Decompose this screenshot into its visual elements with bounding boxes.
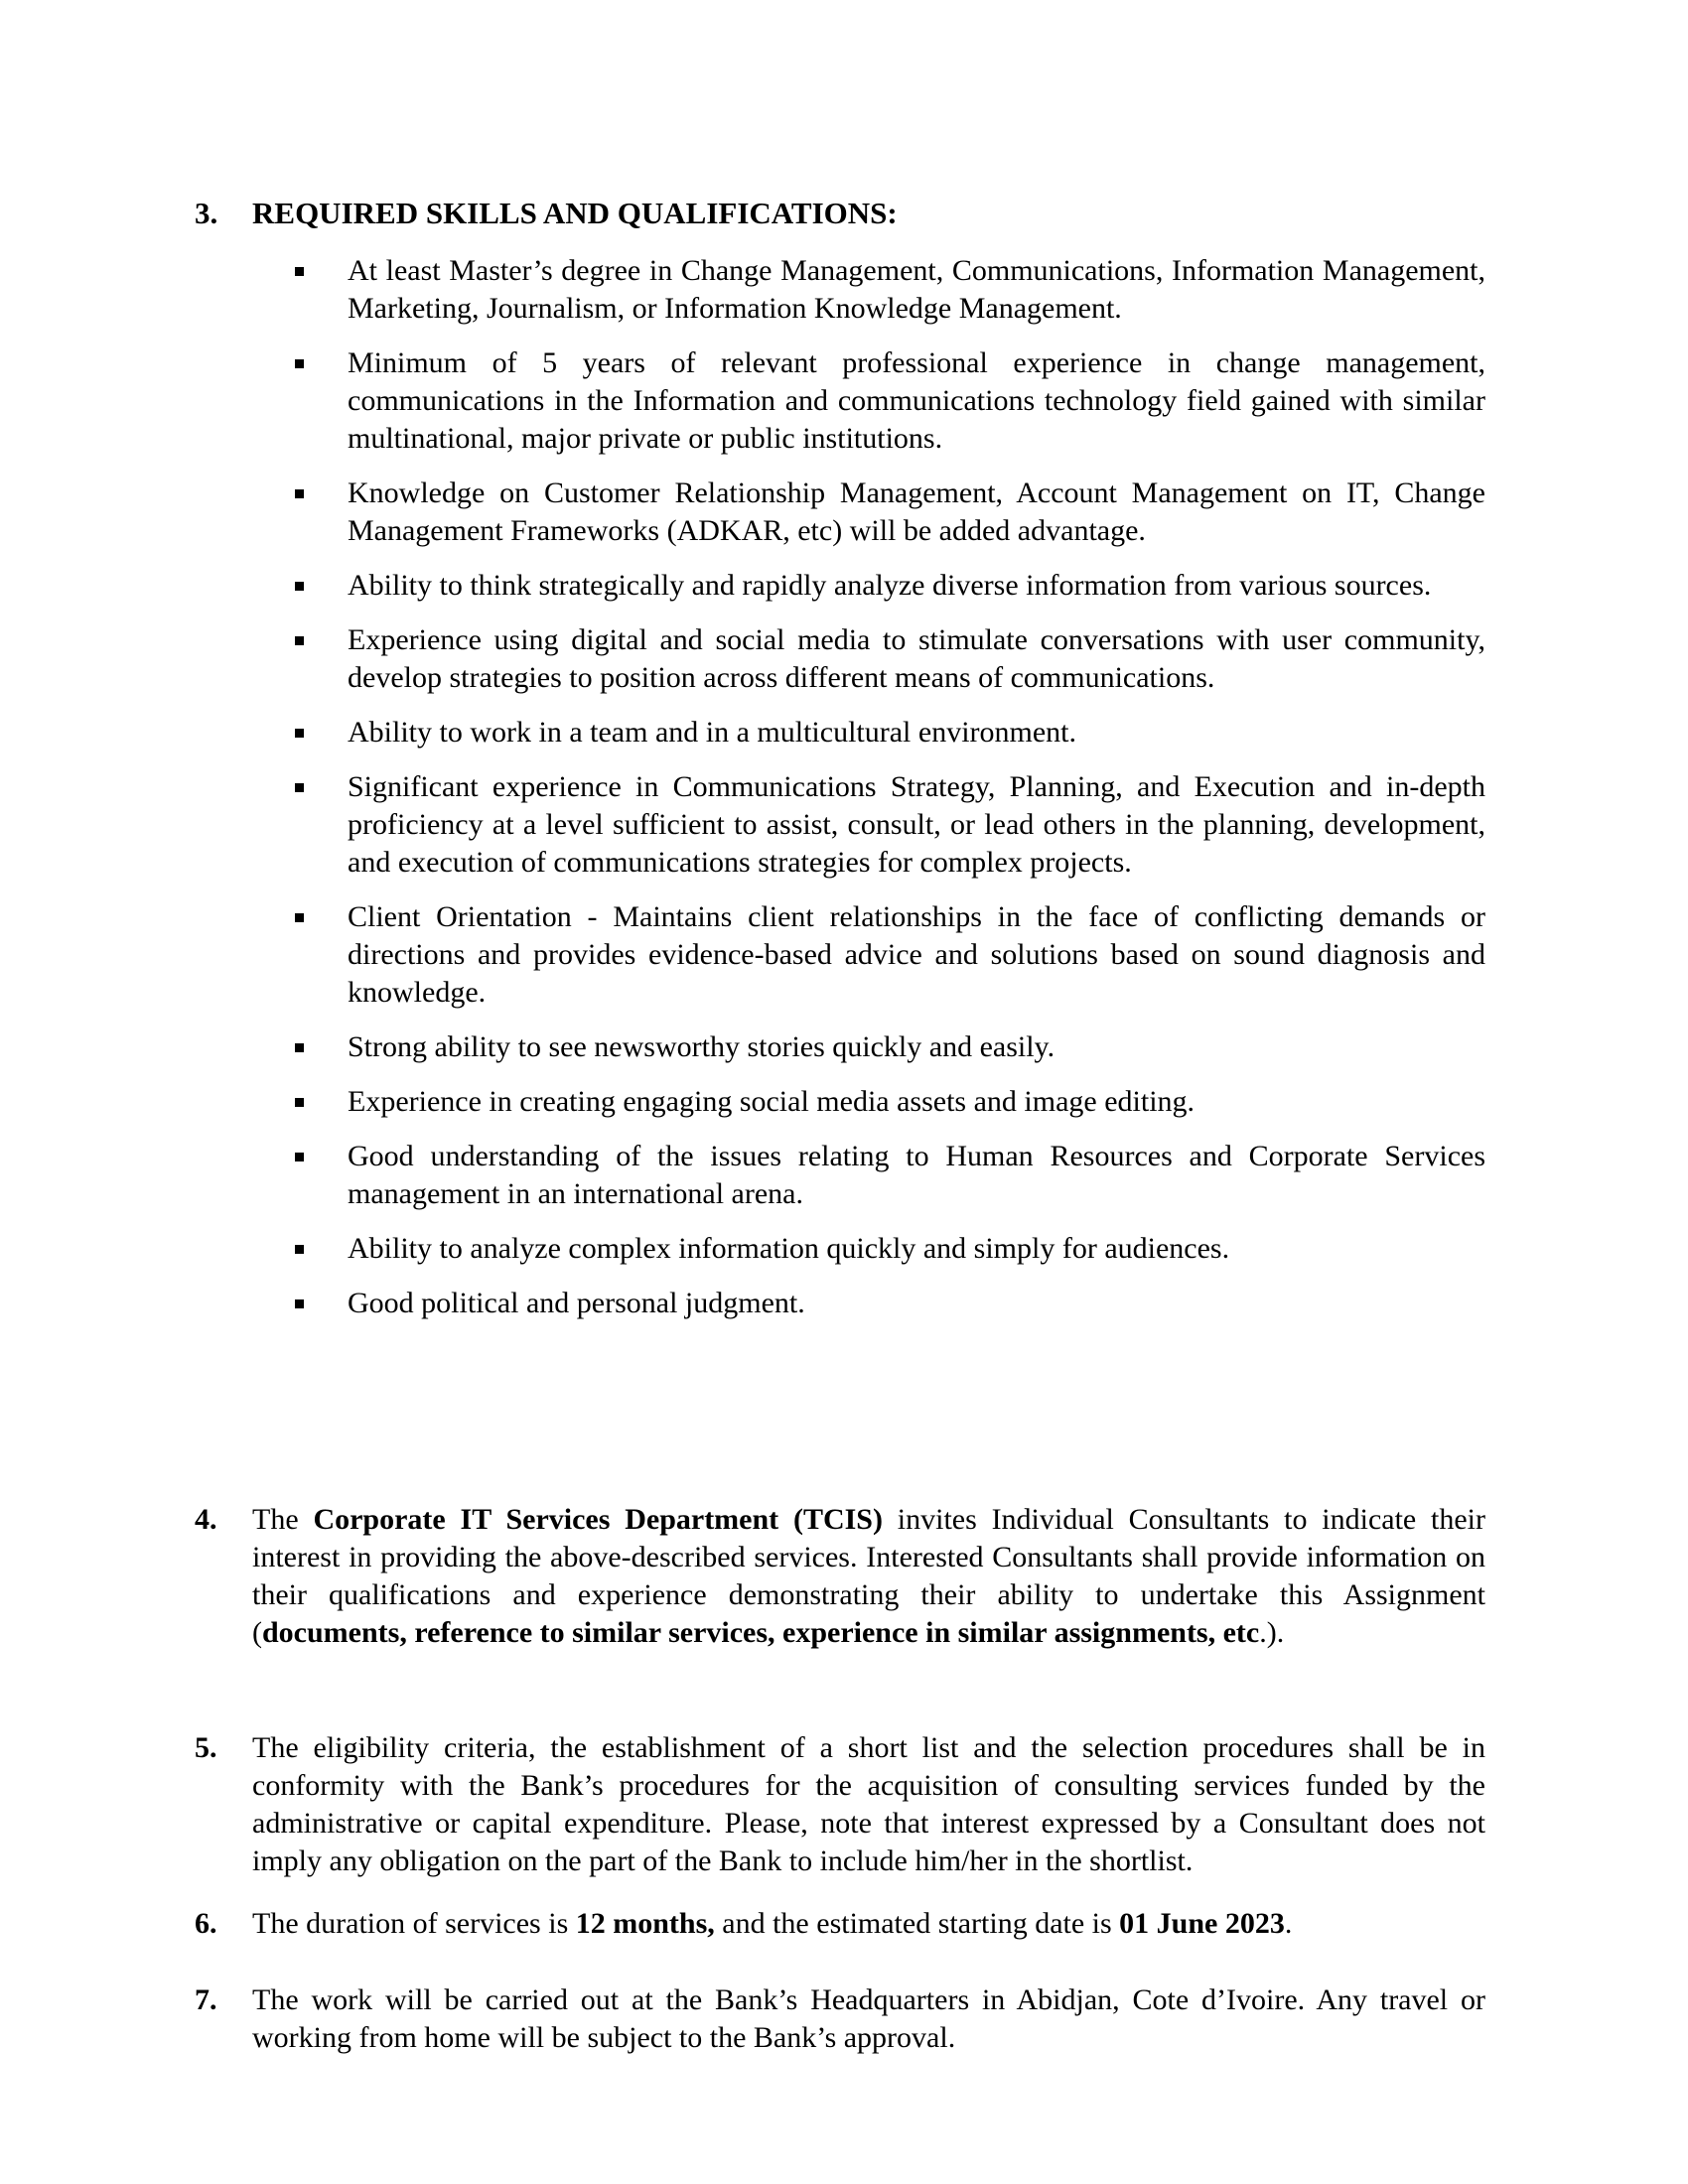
square-bullet-icon (295, 1153, 304, 1161)
square-bullet-icon (295, 913, 304, 922)
square-bullet-icon (295, 1098, 304, 1107)
list-item: Experience using digital and social media to stimulate conversations with user community, develop strategies to position across different means of communications. (348, 621, 1485, 697)
section-7-number: 7. (195, 1983, 217, 2016)
section-7-paragraph (195, 1981, 1485, 2057)
square-bullet-icon (295, 636, 304, 645)
list-item: Ability to analyze complex information quickly and simply for audiences. (348, 1230, 1485, 1268)
list-item: At least Master’s degree in Change Management, Communications, Information Management, Marketing, Journalism, or Information Knowledge Management. (348, 252, 1485, 328)
square-bullet-icon (295, 729, 304, 738)
list-item: Ability to think strategically and rapidly analyze diverse information from various sources. (348, 567, 1485, 605)
square-bullet-icon (295, 783, 304, 792)
start-date-value: 01 June 2023 (1119, 1907, 1285, 1940)
list-item: Good political and personal judgment. (348, 1285, 1485, 1322)
square-bullet-icon (295, 267, 304, 276)
section-4-text: The Corporate IT Services Department (TCIS) invites Individual Consultants to indicate their interest in providing the above-described services. Interested Consultants shall provide information on their qualifications and experience demonstrating their ability to undertake this Assignment (documents, reference to similar services, experience in similar assignments, etc.). (252, 1503, 1486, 1649)
duration-value: 12 months, (575, 1907, 715, 1940)
section-6-paragraph (195, 1905, 1485, 1943)
section-7-text: The work will be carried out at the Bank’s Headquarters in Abidjan, Cote d’Ivoire. Any travel or working from home will be subject to the Bank’s approval. (252, 1983, 1485, 2054)
qualifications-list (348, 252, 1485, 1339)
square-bullet-icon (295, 1245, 304, 1254)
list-item: Good understanding of the issues relating to Human Resources and Corporate Services management in an international arena. (348, 1138, 1485, 1213)
list-item: Strong ability to see newsworthy stories quickly and easily. (348, 1028, 1485, 1066)
section-3-title: REQUIRED SKILLS AND QUALIFICATIONS: (252, 196, 898, 230)
section-6-text: The duration of services is 12 months, and the estimated starting date is 01 June 2023. (252, 1907, 1293, 1940)
list-item: Ability to work in a team and in a multicultural environment. (348, 714, 1485, 751)
section-3-number: 3. (195, 196, 218, 230)
department-name: Corporate IT Services Department (TCIS) (313, 1503, 883, 1536)
list-item: Client Orientation - Maintains client relationships in the face of conflicting demands or directions and provides evidence-based advice and solutions based on sound diagnosis and knowledge. (348, 898, 1485, 1012)
section-5-number: 5. (195, 1731, 217, 1764)
list-item: Minimum of 5 years of relevant professional experience in change management, communications in the Information and communications technology field gained with similar multinational, major private or public institutions. (348, 344, 1485, 458)
required-documents: documents, reference to similar services, experience in similar assignments, etc (262, 1616, 1260, 1649)
square-bullet-icon (295, 359, 304, 368)
list-item: Knowledge on Customer Relationship Management, Account Management on IT, Change Management Frameworks (ADKAR, etc) will be added advantage. (348, 475, 1485, 550)
square-bullet-icon (295, 1043, 304, 1052)
section-4-number: 4. (195, 1503, 217, 1536)
square-bullet-icon (295, 489, 304, 498)
square-bullet-icon (295, 1299, 304, 1308)
section-5-paragraph (195, 1729, 1485, 1880)
square-bullet-icon (295, 582, 304, 591)
list-item: Experience in creating engaging social media assets and image editing. (348, 1083, 1485, 1121)
list-item: Significant experience in Communications Strategy, Planning, and Execution and in-depth proficiency at a level sufficient to assist, consult, or lead others in the planning, development, and execution of communications strategies for complex projects. (348, 768, 1485, 882)
section-6-number: 6. (195, 1907, 217, 1940)
section-5-text: The eligibility criteria, the establishment of a short list and the selection procedures shall be in conformity with the Bank’s procedures for the acquisition of consulting services funded by the administrative or capital expenditure. Please, note that interest expressed by a Consultant does not imply any obligation on the part of the Bank to include him/her in the shortlist. (252, 1731, 1485, 1877)
section-4-paragraph (195, 1501, 1485, 1652)
